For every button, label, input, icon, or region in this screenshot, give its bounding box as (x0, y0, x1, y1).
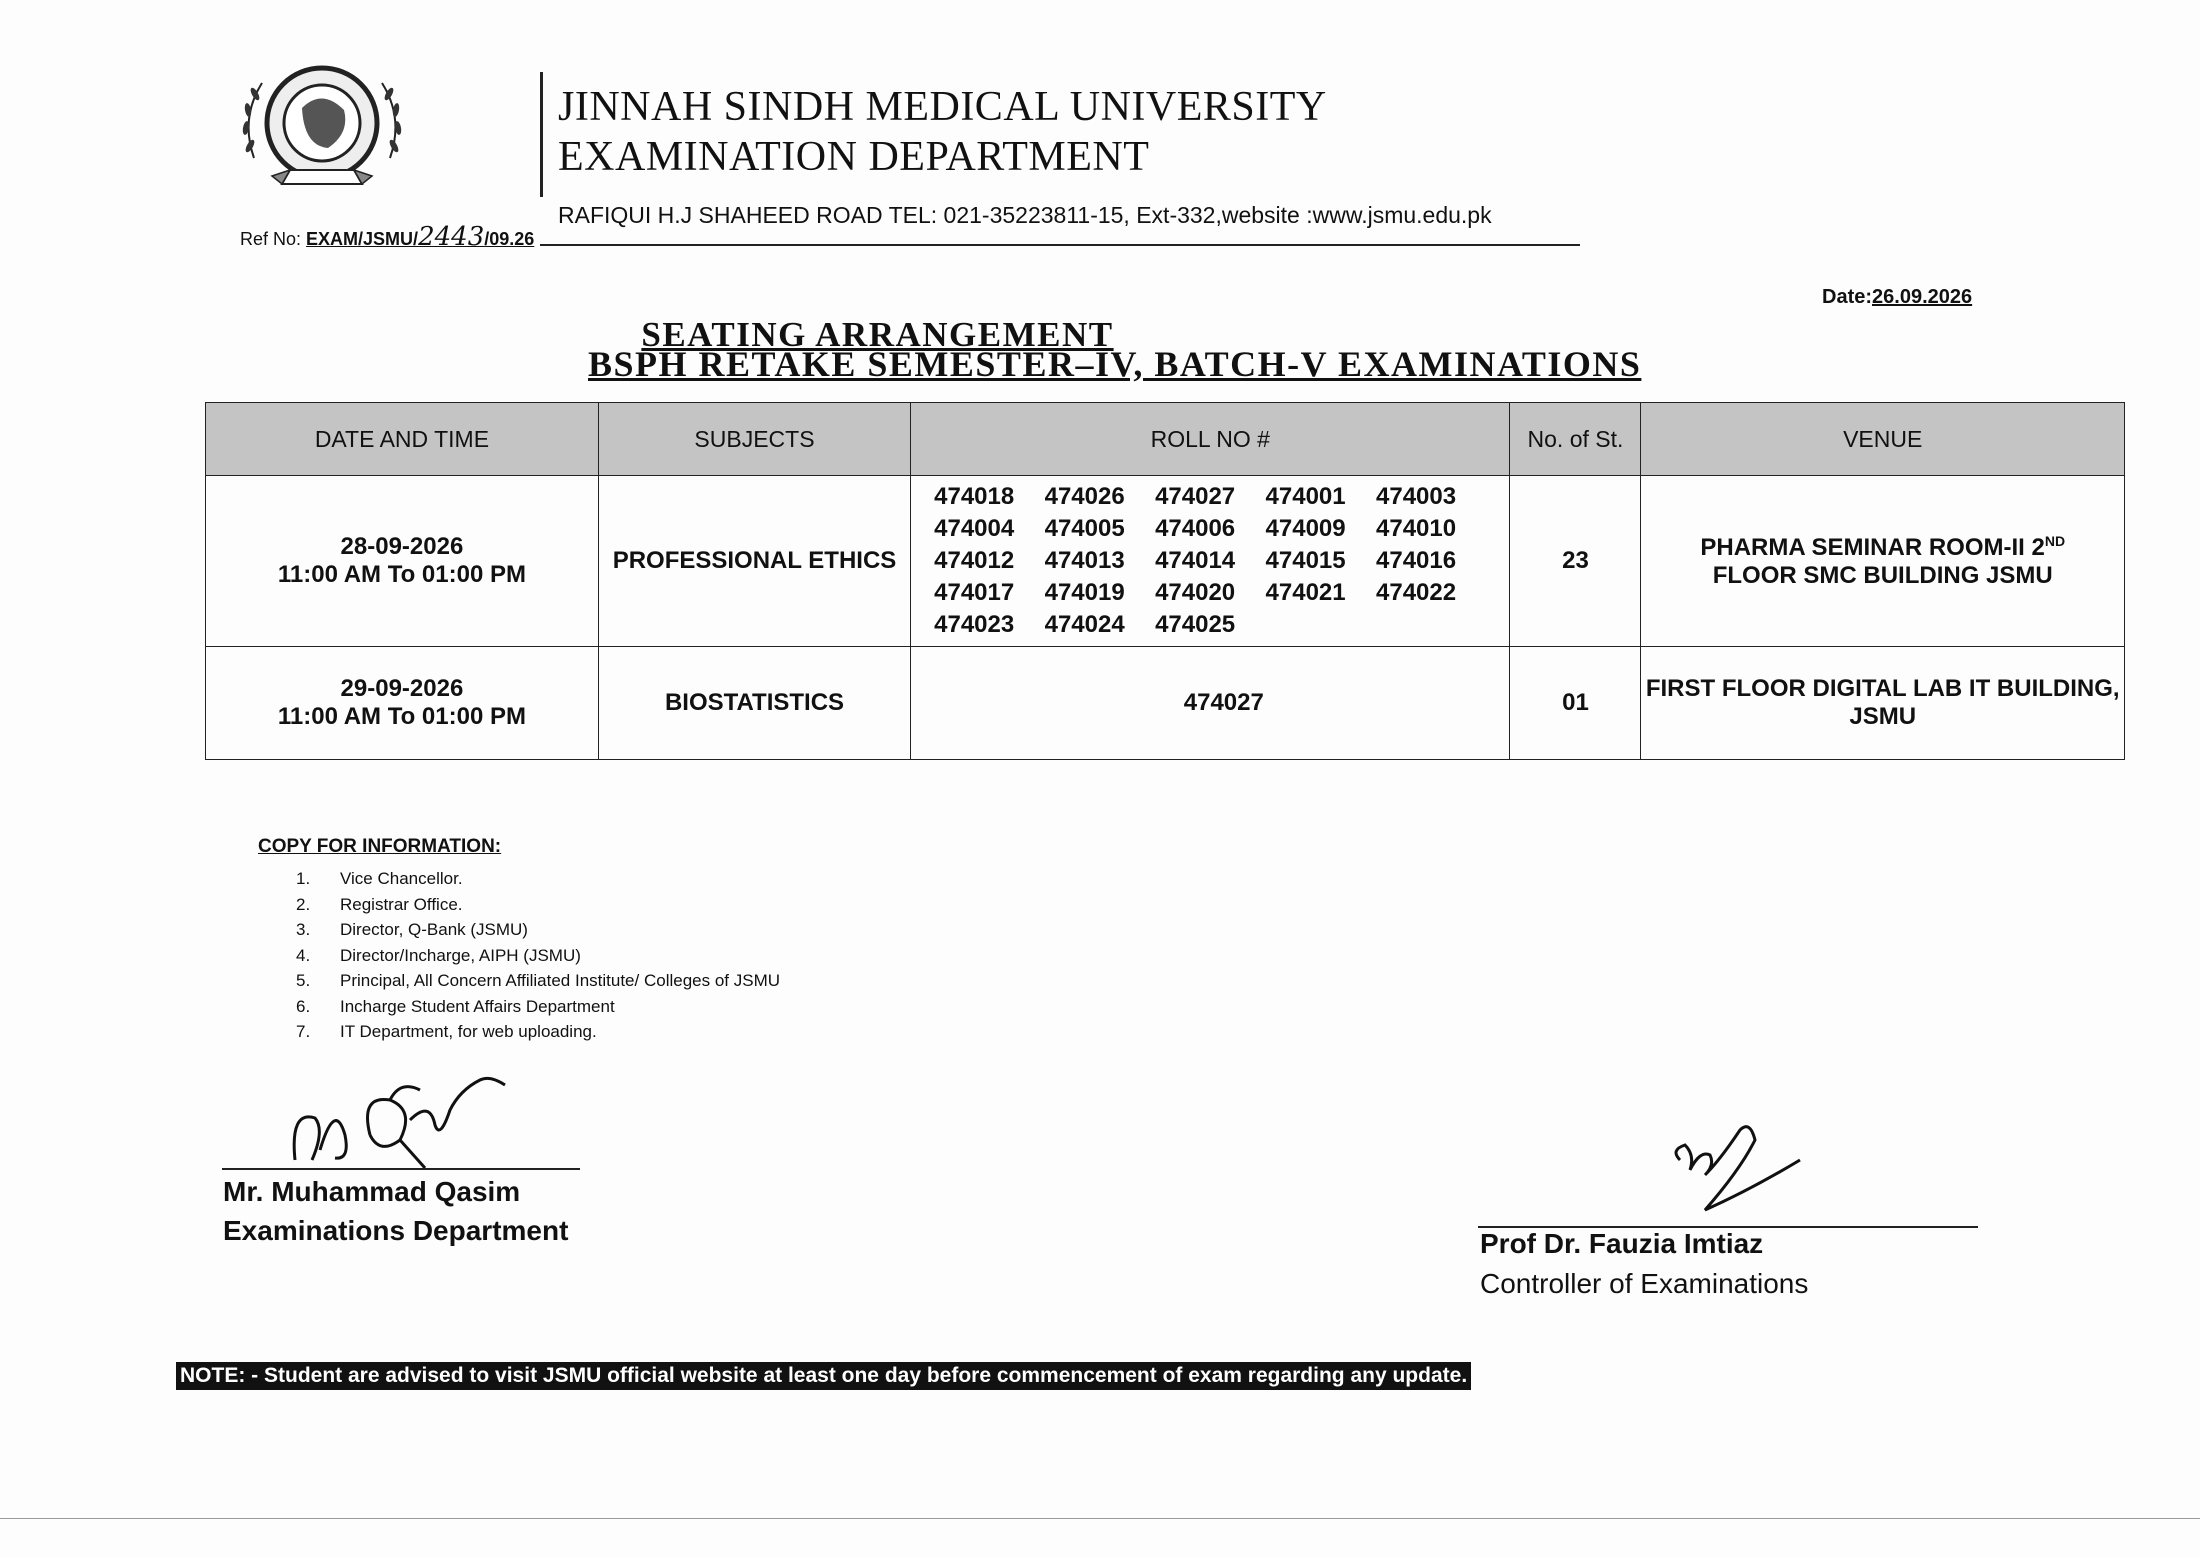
exam-time: 11:00 AM To 01:00 PM (277, 561, 526, 588)
header-roll-no: ROLL NO # (911, 403, 1510, 476)
date-value: 26.09.2026 (1872, 286, 1973, 308)
list-item-text: Registrar Office. (340, 894, 463, 914)
roll-number: 474004 (934, 515, 1015, 542)
list-item (296, 892, 780, 918)
roll-number: 474022 (1376, 579, 1457, 606)
roll-numbers: 474027 (911, 647, 1510, 760)
roll-number: 474012 (934, 547, 1015, 574)
signatory-left-department: Examinations Department (223, 1215, 569, 1246)
roll-number: 474014 (1155, 547, 1236, 574)
venue-line-2: JSMU (1849, 703, 1917, 730)
document-date (1822, 286, 1972, 309)
list-item-text: Director/Incharge, AIPH (JSMU) (340, 945, 581, 965)
header-divider (540, 72, 543, 197)
list-item (296, 943, 780, 969)
signature-fauzia-imtiaz (1660, 1110, 1810, 1220)
roll-number: 474026 (1044, 483, 1125, 510)
venue-line-1: FIRST FLOOR DIGITAL LAB IT BUILDING, (1645, 675, 2120, 702)
list-item-number: 2. (296, 894, 311, 914)
list-item (296, 968, 780, 994)
exam-date: 29-09-2026 (340, 675, 464, 702)
list-item-number: 1. (296, 869, 311, 888)
table-row (206, 647, 2125, 760)
roll-numbers (911, 476, 1510, 647)
exam-date-time (206, 476, 599, 647)
list-item-text: Principal, All Concern Affiliated Institute/ Colleges of JSMU (340, 971, 781, 990)
venue-superscript: ND (2044, 532, 2066, 549)
exam-date: 28-09-2026 (340, 533, 464, 560)
list-item-number: 4. (296, 945, 311, 965)
table-header-row (206, 403, 2125, 476)
signature-line-left (222, 1168, 580, 1170)
roll-number: 474025 (1155, 611, 1236, 638)
page-bottom-line (0, 1518, 2200, 1519)
signature-muhammad-qasim (250, 1040, 590, 1170)
header-date-time: DATE AND TIME (206, 403, 599, 476)
address-underline (540, 244, 1580, 246)
ref-suffix: /09.26 (484, 229, 535, 249)
roll-number: 474016 (1376, 547, 1457, 574)
list-item-text: IT Department, for web uploading. (340, 1022, 597, 1041)
roll-number: 474021 (1265, 579, 1346, 606)
list-item-number: 3. (296, 920, 311, 939)
address-line: RAFIQUI H.J SHAHEED ROAD TEL: 021-35223811-15, Ext-332,website :www.jsmu.edu.pk (558, 202, 1492, 228)
roll-number: 474017 (934, 579, 1015, 606)
exam-subject: BIOSTATISTICS (598, 647, 910, 760)
list-item-text: Incharge Student Affairs Department (340, 996, 615, 1016)
copy-for-information-title: COPY FOR INFORMATION: (258, 836, 502, 857)
roll-number: 474023 (934, 611, 1015, 638)
ref-prefix: EXAM/JSMU/ (306, 229, 419, 249)
roll-number: 474027 (1155, 483, 1236, 510)
list-item-number: 7. (296, 1022, 311, 1041)
roll-number: 474015 (1265, 547, 1346, 574)
title-seating-arrangement: SEATING ARRANGEMENT (641, 315, 1114, 354)
list-item-number: 5. (296, 971, 311, 990)
venue-line-1: PHARMA SEMINAR ROOM-II 2 (1700, 533, 2045, 561)
signatory-right-title: Controller of Examinations (1480, 1268, 1809, 1299)
roll-number: 474006 (1155, 515, 1236, 542)
seating-table (205, 402, 2125, 760)
date-label: Date: (1822, 286, 1873, 308)
exam-venue (1641, 647, 2125, 760)
note-banner: NOTE: - Student are advised to visit JSMU official website at least one day before commencement of exam regarding any update. (176, 1362, 1471, 1390)
roll-number-grid (912, 477, 1508, 645)
exam-venue (1641, 476, 2125, 647)
title-exam-name: BSPH RETAKE SEMESTER–IV, BATCH-V EXAMINATIONS (588, 344, 1642, 384)
department-name: EXAMINATION DEPARTMENT (558, 134, 1150, 180)
table-row (206, 476, 2125, 647)
header-subjects: SUBJECTS (598, 403, 910, 476)
roll-number: 474010 (1376, 515, 1457, 542)
roll-number: 474024 (1044, 611, 1125, 638)
signatory-left-name: Mr. Muhammad Qasim (223, 1176, 521, 1207)
ref-handwritten-number: 2443 (418, 222, 485, 252)
venue-line-2: FLOOR SMC BUILDING JSMU (1712, 561, 2053, 589)
roll-number: 474013 (1044, 547, 1125, 574)
copy-recipient-list (296, 866, 780, 1045)
list-item (296, 917, 780, 943)
roll-number: 474005 (1044, 515, 1125, 542)
exam-date-time (206, 647, 599, 760)
university-name: JINNAH SINDH MEDICAL UNIVERSITY (558, 84, 1327, 130)
signatory-right-name: Prof Dr. Fauzia Imtiaz (1480, 1228, 1764, 1259)
roll-number: 474019 (1044, 579, 1125, 606)
exam-time: 11:00 AM To 01:00 PM (277, 703, 526, 730)
header-no-of-students: No. of St. (1510, 403, 1641, 476)
university-seal-logo (232, 58, 412, 198)
roll-number: 474009 (1265, 515, 1346, 542)
reference-number (240, 222, 534, 252)
list-item (296, 994, 780, 1020)
student-count: 23 (1510, 476, 1641, 647)
roll-number: 474003 (1376, 483, 1457, 510)
roll-number: 474018 (934, 483, 1015, 510)
roll-number: 474001 (1265, 483, 1346, 510)
list-item-number: 6. (296, 996, 311, 1016)
list-item-text: Vice Chancellor. (340, 869, 463, 888)
exam-subject: PROFESSIONAL ETHICS (598, 476, 910, 647)
ref-label: Ref No: (240, 229, 307, 249)
header-venue: VENUE (1641, 403, 2125, 476)
list-item (296, 866, 780, 892)
list-item-text: Director, Q-Bank (JSMU) (340, 920, 528, 939)
student-count: 01 (1510, 647, 1641, 760)
roll-number: 474020 (1155, 579, 1236, 606)
